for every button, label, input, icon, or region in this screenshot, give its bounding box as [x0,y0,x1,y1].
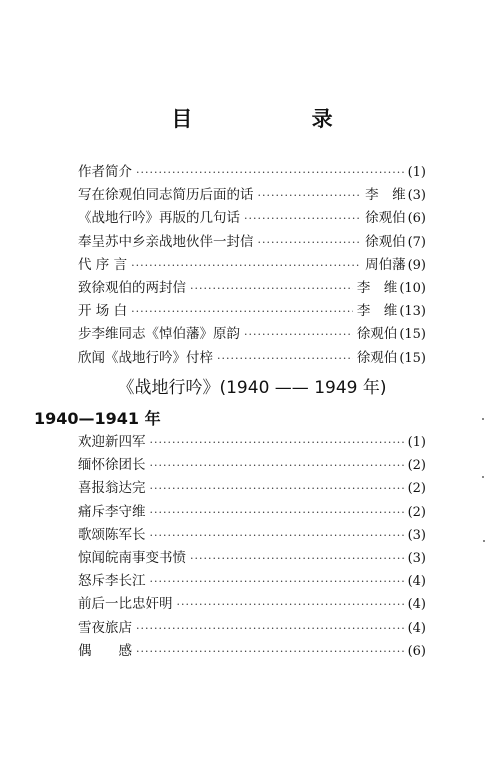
entry-page-number: (15) [399,350,426,366]
entry-title: 痛斥李守维 [78,503,146,520]
toc-entry [78,346,426,369]
entry-title: 欢迎新四军 [78,434,146,450]
dot-leader [244,328,353,341]
entry-page-number: (1) [407,435,426,450]
entry-page-number: (7) [407,234,426,250]
dot-leader [150,575,404,588]
toc-entry [78,430,426,453]
entry-page-number: (3) [407,527,426,543]
toc-entry [78,476,426,499]
entry-page-number: (10) [399,280,426,296]
dot-leader [217,352,353,365]
entry-title: 开 场 白 [78,303,128,320]
poem-list [78,430,426,662]
entry-page-number: (3) [407,188,426,204]
entry-title: 歌颂陈军长 [78,526,146,543]
toc-entry [78,299,426,322]
entry-page-number: (15) [399,327,426,343]
entry-page-number: (2) [407,458,426,474]
entry-title: 作者简介 [78,164,132,180]
toc-entry [78,276,426,299]
entry-author: 徐观伯 [356,326,398,343]
dot-leader [136,166,404,179]
section-heading: 《战地行吟》(1940 —— 1949 年) [117,378,387,398]
entry-title: 步李维同志《悼伯藩》原韵 [78,326,240,343]
toc-entry [78,253,426,276]
entry-title: 写在徐观伯同志简历后面的话 [78,187,254,204]
page-title: 目 录 [171,107,389,131]
entry-author: 李 维 [365,187,406,204]
entry-page-number: (1) [407,165,426,180]
scan-speck [483,540,485,542]
dot-leader [150,436,404,449]
dot-leader [131,305,353,318]
dot-leader [150,482,404,495]
entry-title: 《战地行吟》再版的几句话 [78,210,240,227]
entry-page-number: (3) [407,550,426,566]
toc-entry [78,616,426,639]
entry-page-number: (6) [407,211,426,227]
entry-title: 奉呈苏中乡亲战地伙伴一封信 [78,233,254,250]
entry-title: 前后一比忠奸明 [78,596,173,613]
toc-entry [78,592,426,615]
entry-title: 喜报翁达完 [78,480,146,497]
subsection-heading: 1940—1941 年 [34,409,161,428]
toc-entry [78,569,426,592]
entry-title: 欣闻《战地行吟》付梓 [78,349,213,366]
dot-leader [136,645,404,658]
entry-page-number: (4) [407,574,426,590]
entry-title: 代 序 言 [78,256,128,273]
entry-title: 怒斥李长江 [78,573,146,590]
dot-leader [131,259,361,272]
dot-leader [150,459,404,472]
entry-title: 惊闻皖南事变书愤 [78,549,186,566]
entry-author: 徐观伯 [356,349,398,366]
entry-author: 李 维 [356,303,398,320]
toc-entry [78,639,426,662]
entry-page-number: (6) [407,643,426,659]
dot-leader [258,236,362,249]
dot-leader [177,598,404,611]
entry-title: 雪夜旅店 [78,619,132,636]
toc-entry [78,523,426,546]
toc-entry [78,546,426,569]
entry-title: 缅怀徐团长 [78,457,146,474]
entry-author: 徐观伯 [365,210,406,227]
entry-page-number: (4) [407,620,426,636]
entry-page-number: (4) [407,597,426,613]
toc-entry [78,230,426,253]
entry-author: 李 维 [356,279,398,296]
entry-page-number: (2) [407,504,426,520]
front-matter-list [78,160,426,369]
toc-entry [78,206,426,229]
dot-leader [244,212,361,225]
toc-entry [78,500,426,523]
dot-leader [190,282,353,295]
toc-entry [78,183,426,206]
entry-author: 徐观伯 [365,233,406,250]
toc-entry [78,160,426,183]
dot-leader [150,529,404,542]
dot-leader [258,189,362,202]
dot-leader [136,622,404,635]
scan-speck [482,418,484,420]
entry-page-number: (13) [399,304,426,320]
toc-entry [78,322,426,345]
entry-title: 致徐观伯的两封信 [78,279,186,296]
entry-author: 周伯藩 [365,256,406,273]
entry-title: 偶 感 [78,642,132,659]
dot-leader [150,506,404,519]
scan-speck [482,476,484,478]
dot-leader [190,552,404,565]
entry-page-number: (9) [407,257,426,273]
entry-page-number: (2) [407,481,426,497]
toc-entry [78,453,426,476]
